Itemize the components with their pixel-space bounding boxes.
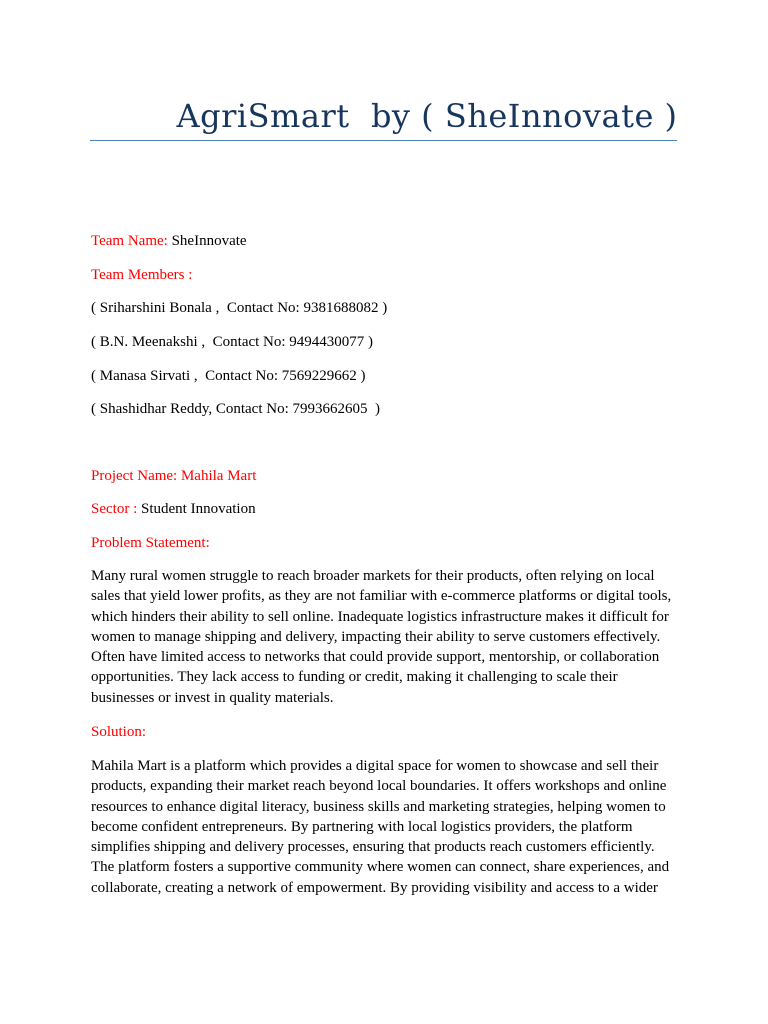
solution-paragraph bbox=[91, 756, 681, 898]
sector-value: Student Innovation bbox=[141, 501, 256, 517]
solution-line: The platform fosters a supportive community where women can connect, share experiences, and bbox=[91, 859, 670, 876]
problem-line: businesses or invest in quality materials. bbox=[91, 689, 334, 706]
team-member-2: ( B.N. Meenakshi , Contact No: 9494430077 ) bbox=[91, 334, 374, 350]
problem-line: which hinders their ability to sell online. Inadequate logistics infrastructure makes it difficult for bbox=[91, 608, 669, 625]
problem-line: women to manage shipping and delivery, impacting their ability to serve customers effectively. bbox=[91, 628, 661, 645]
solution-line: Mahila Mart is a platform which provides a digital space for women to showcase and sell their bbox=[91, 758, 659, 774]
sector-label: Sector : bbox=[91, 501, 138, 517]
solution-line: collaborate, creating a network of empowerment. By providing visibility and access to a wider bbox=[91, 879, 658, 896]
problem-line: Often have limited access to networks that could provide support, mentorship, or collaboration bbox=[91, 649, 660, 666]
problem-line: Many rural women struggle to reach broader markets for their products, often relying on local bbox=[91, 568, 655, 584]
solution-line: products, expanding their market reach beyond local boundaries. It offers workshops and online bbox=[91, 778, 667, 795]
team-name-label: Team Name: bbox=[91, 233, 168, 249]
title-underline bbox=[90, 140, 677, 141]
team-member-1: ( Sriharshini Bonala , Contact No: 9381688082 ) bbox=[91, 300, 388, 316]
solution-line: become confident entrepreneurs. By partnering with local logistics providers, the platform bbox=[91, 818, 633, 835]
problem-statement-label: Problem Statement: bbox=[91, 535, 210, 551]
team-name-line bbox=[91, 231, 247, 251]
team-members-label: Team Members : bbox=[91, 267, 193, 283]
team-member-3: ( Manasa Sirvati , Contact No: 7569229662 ) bbox=[91, 368, 366, 384]
team-member-4: ( Shashidhar Reddy, Contact No: 7993662605 ) bbox=[91, 401, 380, 417]
problem-statement-paragraph bbox=[91, 566, 681, 708]
solution-line: resources to enhance digital literacy, business skills and marketing strategies, helping women to bbox=[91, 798, 666, 815]
solution-line: simplifies shipping and delivery processes, ensuring that products reach customers efficiently. bbox=[91, 839, 655, 856]
problem-line: opportunities. They lack access to funding or credit, making it challenging to scale their bbox=[91, 669, 618, 686]
problem-line: sales that yield lower profits, as they are not familiar with e-commerce platforms or digital tools, bbox=[91, 588, 672, 605]
project-name: Project Name: Mahila Mart bbox=[91, 468, 257, 484]
document-title: AgriSmart by ( SheInnovate ) bbox=[176, 97, 678, 135]
solution-label: Solution: bbox=[91, 724, 147, 740]
sector-line bbox=[91, 499, 256, 519]
team-name-value: SheInnovate bbox=[171, 233, 247, 249]
